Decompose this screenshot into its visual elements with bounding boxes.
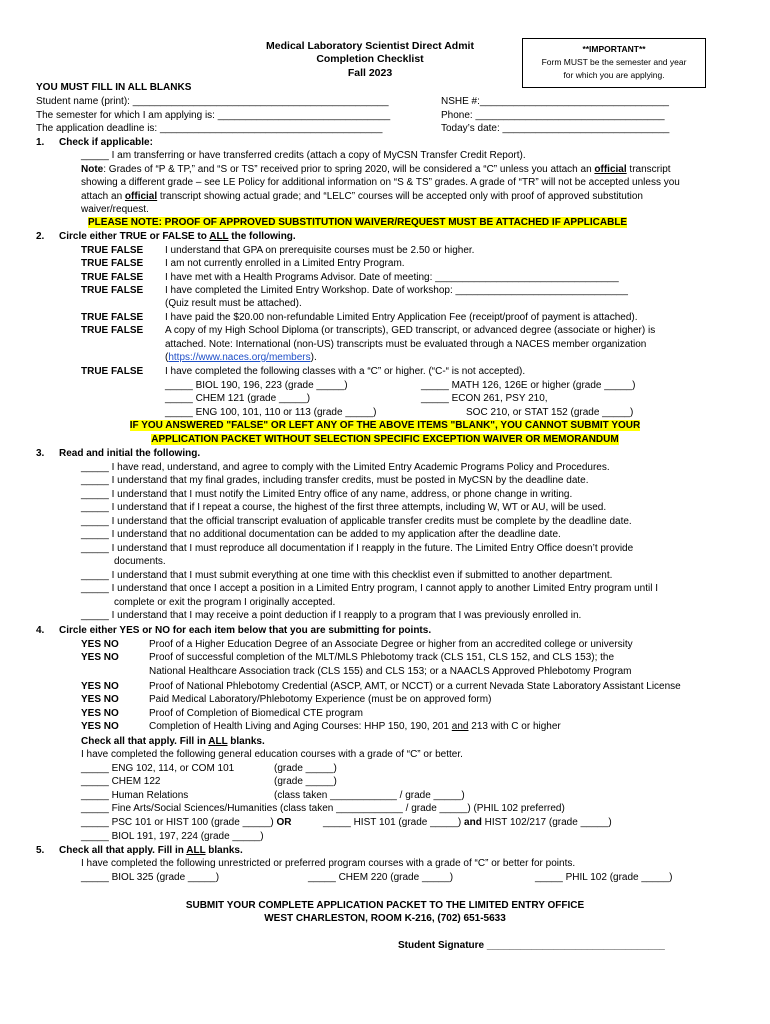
tf-item-classes: I have completed the following classes with a “C” or higher. (“C-“ is not accepted).: [165, 366, 526, 377]
tf-item-diploma: A copy of my High School Diploma (or transcripts), GED transcript, or advanced degree (associate or higher) is: [165, 325, 656, 336]
gen-ed-human-relations-grade[interactable]: (class taken ____________ / grade _____): [274, 790, 465, 801]
form-title: Medical Laboratory Scientist Direct Admit: [266, 40, 474, 52]
section-5-heading: [59, 845, 243, 857]
important-line-2: for which you are applying.: [563, 70, 665, 80]
phone-field[interactable]: Phone: __________________________________: [441, 110, 665, 121]
gen-ed-chem-grade[interactable]: (grade _____): [274, 776, 337, 787]
yes-no-choice[interactable]: YES NO: [81, 652, 119, 663]
tf-item-gpa: I understand that GPA on prerequisite courses must be 2.50 or higher.: [165, 245, 475, 256]
section-4-heading: Circle either YES or NO for each item below that you are submitting for points.: [59, 625, 432, 636]
initial-line[interactable]: _____ I understand that the official transcript evaluation of applicable transfer credits must be complete by the deadline date.: [81, 516, 632, 527]
date-field[interactable]: Today’s date: ______________________________: [441, 123, 670, 134]
initial-line[interactable]: _____ I understand that no additional documentation can be added to my application after the deadline date.: [81, 529, 561, 540]
note-text: attach an: [81, 191, 125, 202]
gen-ed-fine-arts[interactable]: _____ Fine Arts/Social Sciences/Humanities (class taken ____________ / grade _____) (PHIL 102 preferred): [81, 803, 565, 814]
gen-ed-biol[interactable]: _____ BIOL 191, 197, 224 (grade _____): [81, 831, 264, 842]
course-chem[interactable]: _____ CHEM 121 (grade _____): [165, 393, 311, 404]
all-emphasis: ALL: [209, 231, 229, 242]
section-2-heading: [59, 231, 296, 243]
note-text: : Grades of “P & TP,” and “S or TS” received prior to spring 2020, will be considered a “C” unless you attach an: [103, 164, 595, 175]
points-item-cte: Proof of Completion of Biomedical CTE program: [149, 708, 363, 719]
gen-ed-eng-grade[interactable]: (grade _____): [274, 763, 337, 774]
yes-no-choice[interactable]: YES NO: [81, 639, 119, 650]
points-item-hla: [149, 721, 561, 733]
yes-no-choice[interactable]: YES NO: [81, 681, 119, 692]
diploma-note: attached. Note: International (non-US) transcripts must be evaluated through a NACES member organization: [165, 339, 647, 350]
true-false-choice[interactable]: TRUE FALSE: [81, 325, 144, 336]
gen-ed-chem[interactable]: _____ CHEM 122: [81, 776, 161, 787]
naces-reference: [165, 352, 317, 364]
heading-text: blanks.: [227, 736, 265, 747]
please-note-banner: [88, 217, 627, 229]
true-false-choice[interactable]: TRUE FALSE: [81, 285, 144, 296]
warning-line-2: [40, 434, 730, 446]
naces-link[interactable]: https://www.naces.org/members: [168, 352, 311, 363]
heading-text: Check all that apply. Fill in: [59, 845, 187, 856]
program-course-phil[interactable]: _____ PHIL 102 (grade _____): [535, 872, 673, 883]
program-courses-intro: I have completed the following unrestricted or preferred program courses with a grade of “C” or better for points.: [81, 858, 576, 869]
note-line-1: [81, 164, 671, 176]
official-emphasis: official: [594, 164, 627, 175]
true-false-choice[interactable]: TRUE FALSE: [81, 366, 144, 377]
important-heading: **IMPORTANT**: [582, 44, 646, 54]
paren: ).: [310, 352, 317, 363]
heading-text: Circle either TRUE or FALSE to: [59, 231, 210, 242]
gen-ed-human-relations[interactable]: _____ Human Relations: [81, 790, 189, 801]
office-location: WEST CHARLESTON, ROOM K-216, (702) 651-5633: [264, 913, 506, 924]
note-label: Note: [81, 164, 104, 175]
all-emphasis: ALL: [208, 736, 228, 747]
true-false-choice[interactable]: TRUE FALSE: [81, 272, 144, 283]
tf-item-fee: I have paid the $20.00 non-refundable Limited Entry Application Fee (receipt/proof of payment is attached).: [165, 312, 638, 323]
warning-text: IF YOU ANSWERED "FALSE" OR LEFT ANY OF THE ABOVE ITEMS "BLANK", YOU CANNOT SUBMIT YOUR: [129, 420, 641, 431]
points-item-degree: Proof of a Higher Education Degree of an Associate Degree or higher from an accredited college or university: [149, 639, 633, 650]
check-all-heading: [81, 736, 265, 748]
initial-line[interactable]: _____ I have read, understand, and agree to comply with the Limited Entry Academic Programs Policy and Procedures.: [81, 462, 610, 473]
form-term: Fall 2023: [347, 67, 393, 79]
all-emphasis: ALL: [186, 845, 206, 856]
initial-line[interactable]: _____ I understand that I must notify the Limited Entry office of any name, address, or phone change in writing.: [81, 489, 573, 500]
section-2-number: 2.: [36, 231, 45, 242]
gen-ed-intro: I have completed the following general education courses with a grade of “C” or better.: [81, 749, 463, 760]
tf-item-workshop[interactable]: I have completed the Limited Entry Workshop. Date of workshop: _______________________________: [165, 285, 628, 296]
initial-line[interactable]: _____ I understand that once I accept a position in a Limited Entry program, I cannot apply to another Limited Entry program until I: [81, 583, 658, 594]
points-item-phlebotomy-track-cont: National Healthcare Association track (CLS 155) and CLS 153; or a NAACLS Approved Phlebotomy Program: [149, 666, 632, 677]
or-emphasis: OR: [276, 817, 292, 828]
form-subtitle: Completion Checklist: [316, 53, 424, 65]
course-soc[interactable]: SOC 210, or STAT 152 (grade _____): [466, 407, 634, 418]
section-1-heading: Check if applicable:: [59, 137, 153, 148]
initial-line[interactable]: _____ I understand that I must submit everything at one time with this checklist even if submitted to another department.: [81, 570, 613, 581]
initial-line[interactable]: _____ I understand that I may receive a point deduction if I reapply to a program that I was previously enrolled in.: [81, 610, 582, 621]
points-item-experience: Paid Medical Laboratory/Phlebotomy Experience (must be on approved form): [149, 694, 492, 705]
and-emphasis: and: [451, 721, 469, 732]
quiz-note: (Quiz result must be attached).: [165, 298, 302, 309]
true-false-choice[interactable]: TRUE FALSE: [81, 245, 144, 256]
course-biol[interactable]: _____ BIOL 190, 196, 223 (grade _____): [165, 380, 348, 391]
section-3-heading: Read and initial the following.: [59, 448, 201, 459]
gen-ed-psc[interactable]: [81, 817, 292, 829]
points-item-credential: Proof of National Phlebotomy Credential (ASCP, AMT, or NCCT) or a current Nevada State Laboratory Assistant License: [149, 681, 681, 692]
initial-line[interactable]: _____ I understand that if I repeat a course, the highest of the first three attempts, including W, WT or AU, will be used.: [81, 502, 607, 513]
important-line-1: Form MUST be the semester and year: [541, 57, 687, 67]
gen-ed-eng[interactable]: _____ ENG 102, 114, or COM 101: [81, 763, 235, 774]
heading-text: the following.: [228, 231, 296, 242]
warning-text: APPLICATION PACKET WITHOUT SELECTION SPECIFIC EXCEPTION WAIVER OR MEMORANDUM: [151, 434, 619, 445]
note-line-3: [81, 191, 643, 203]
please-note-text: PLEASE NOTE: PROOF OF APPROVED SUBSTITUTION WAIVER/REQUEST MUST BE ATTACHED IF APPLICABLE: [88, 217, 628, 228]
deadline-field[interactable]: The application deadline is: ________________________________________: [36, 123, 383, 134]
tf-item-advisor[interactable]: I have met with a Health Programs Advisor. Date of meeting: _________________________________: [165, 272, 619, 283]
transfer-credit-item[interactable]: _____ I am transferring or have transferred credits (attach a copy of MyCSN Transfer Credit Report).: [81, 150, 526, 161]
course-text: HIST 102/217 (grade _____): [481, 817, 612, 828]
note-line-2: showing a different grade – see LE Policy for additional information on “S & TS” grades. A grade of “TR” will not be accepted unless you: [81, 177, 680, 188]
course-math[interactable]: _____ MATH 126, 126E or higher (grade _____): [421, 380, 636, 391]
yes-no-choice[interactable]: YES NO: [81, 708, 119, 719]
item-text: 213 with C or higher: [468, 721, 561, 732]
section-5-number: 5.: [36, 845, 45, 856]
fill-blanks-heading: YOU MUST FILL IN ALL BLANKS: [36, 82, 192, 93]
true-false-choice[interactable]: TRUE FALSE: [81, 312, 144, 323]
points-item-phlebotomy-track: Proof of successful completion of the MLT/MLS Phlebotomy track (CLS 151, CLS 152, and CLS 153); the: [149, 652, 615, 663]
gen-ed-hist[interactable]: [323, 817, 612, 829]
tf-item-not-enrolled: I am not currently enrolled in a Limited Entry Program.: [165, 258, 405, 269]
note-text: transcript: [626, 164, 671, 175]
yes-no-choice[interactable]: YES NO: [81, 694, 119, 705]
note-line-4: waiver/request.: [81, 204, 149, 215]
initial-line[interactable]: _____ I understand that I must reproduce all documentation if I reapply in the future. The Limited Entry Office doesn’t provide: [81, 543, 634, 554]
official-emphasis: official: [124, 191, 158, 202]
heading-text: Check all that apply. Fill in: [81, 736, 209, 747]
and-emphasis: and: [464, 817, 482, 828]
program-course-biol[interactable]: _____ BIOL 325 (grade _____): [81, 872, 220, 883]
section-4-number: 4.: [36, 625, 45, 636]
true-false-choice[interactable]: TRUE FALSE: [81, 258, 144, 269]
program-course-chem[interactable]: _____ CHEM 220 (grade _____): [308, 872, 454, 883]
semester-field[interactable]: The semester for which I am applying is: _______________________________: [36, 110, 391, 121]
course-econ[interactable]: _____ ECON 261, PSY 210,: [421, 393, 548, 404]
initial-line-continued: documents.: [114, 556, 166, 567]
student-name-field[interactable]: Student name (print): ______________________________________________: [36, 96, 389, 107]
section-1-number: 1.: [36, 137, 45, 148]
paren: (: [165, 352, 169, 363]
student-signature-field[interactable]: Student Signature ________________________________: [398, 940, 665, 951]
note-text: transcript showing actual grade; and “LELC” courses will be accepted only with proof of approved substitution: [157, 191, 643, 202]
yes-no-choice[interactable]: YES NO: [81, 721, 119, 732]
submit-instruction: SUBMIT YOUR COMPLETE APPLICATION PACKET TO THE LIMITED ENTRY OFFICE: [185, 900, 585, 911]
nshe-field[interactable]: NSHE #:__________________________________: [441, 96, 669, 107]
course-text: _____ HIST 101 (grade _____): [323, 817, 465, 828]
warning-line-1: [40, 420, 730, 432]
course-eng[interactable]: _____ ENG 100, 101, 110 or 113 (grade _____): [165, 407, 377, 418]
item-text: Completion of Health Living and Aging Courses: HHP 150, 190, 201: [149, 721, 452, 732]
initial-line-continued: complete or exit the program I originally accepted.: [114, 597, 336, 608]
initial-line[interactable]: _____ I understand that my final grades, including transfer credits, must be posted in MyCSN by the deadline date.: [81, 475, 589, 486]
course-text: _____ PSC 101 or HIST 100 (grade _____): [81, 817, 277, 828]
section-3-number: 3.: [36, 448, 45, 459]
important-notice-box: [522, 38, 706, 88]
heading-text: blanks.: [205, 845, 243, 856]
